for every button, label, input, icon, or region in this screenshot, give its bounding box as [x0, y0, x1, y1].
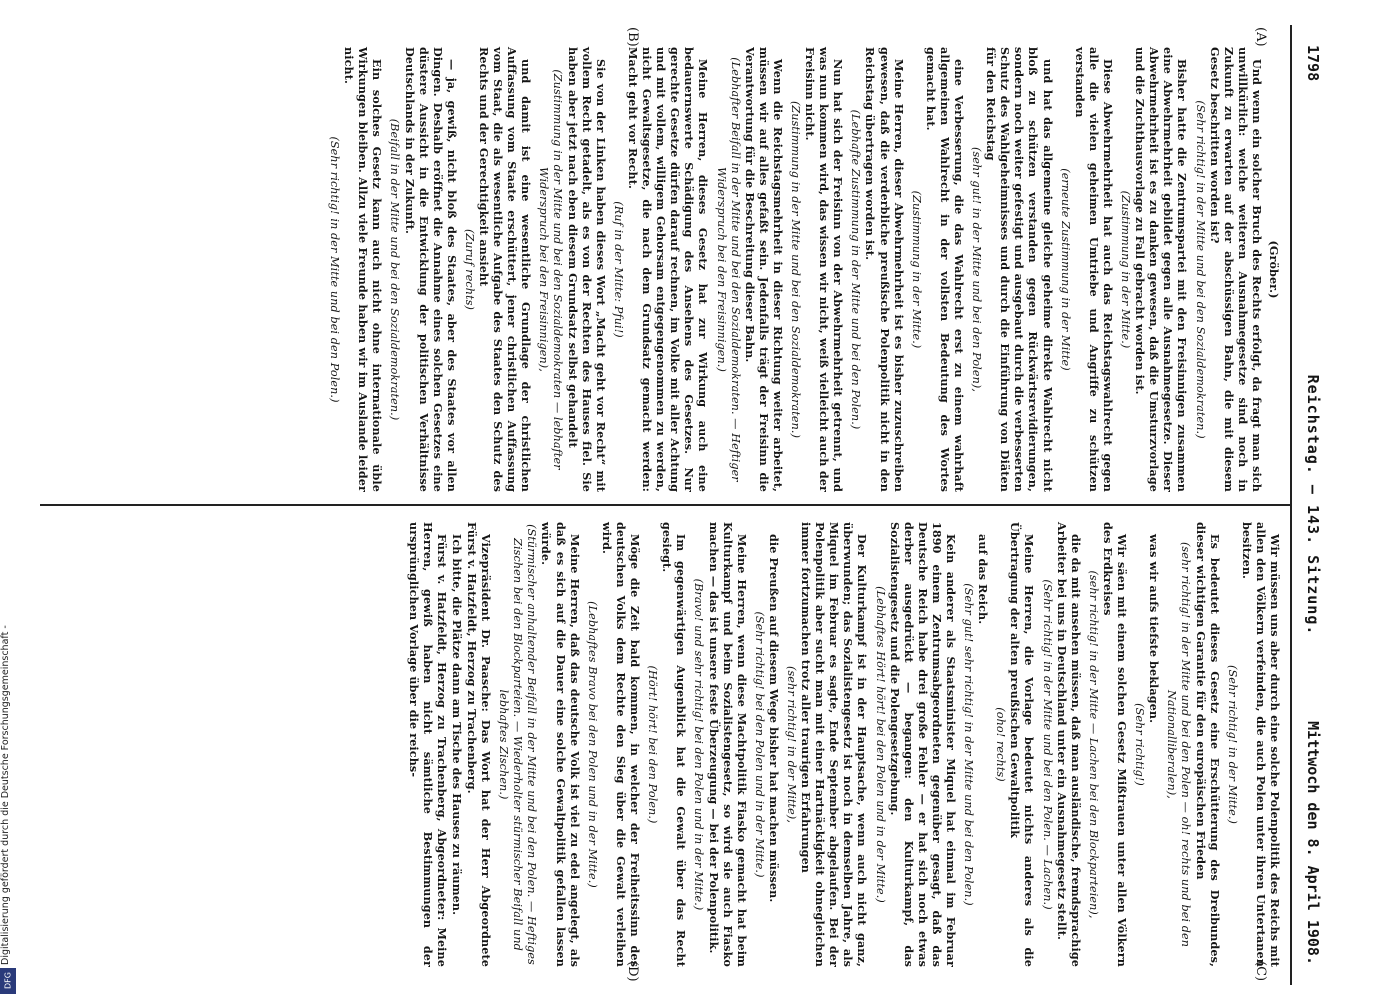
paragraph: eine Verbesserung, die das Wahlrecht erst zu einem wahrhaft allgemeinen Wahlrecht in der vollsten Bedeutung des Wortes gemacht hat. — [923, 47, 967, 492]
paragraph: Ich bitte, die Plätze dann am Tische des Hauses zu räumen. — [449, 534, 464, 916]
paragraph: Der Kulturkampf ist in der Hauptsache, wenn auch nicht ganz, überwunden; das Sozialistengesetz ist noch in demselben Jahre, als Miquel im Februar es sagte, Ende September abgelaufen. Bei der Polenpolitik aber sucht man mit einer Hartnäckigkeit ohnegleichen immer fortzumachen trotz aller traurigen Erfahrungen — [799, 522, 870, 967]
paragraph: Meine Herren, die Vorlage bedeutet nichts anderes als die Übertragung der alten preußischen Gewaltpolitik — [1008, 522, 1037, 967]
running-title: Reichstag. — 143. Sitzung. — [1304, 374, 1322, 636]
interjection: (Zustimmung in der Mitte und bei den Sozialdemokraten.) — [789, 100, 802, 439]
interjection: (sehr richtig! in der Mitte — Lachen bei den Blockparteien), — [1086, 570, 1100, 919]
paragraph: die da mit ansehen müssen, daß man ausländische, fremdsprachige Arbeiter bei uns in Deutschland unter ein Ausnahmegesetz stellt. — [1054, 522, 1083, 967]
interjection: (Lebhafte Zustimmung in der Mitte und bei den Polen.) — [849, 109, 863, 430]
interjection: (Zuruf rechts) — [462, 228, 476, 311]
paragraph: Im gegenwärtigen Augenblick hat die Gewalt über das Recht gesiegt. — [660, 522, 689, 967]
interjection: (Zustimmung in der Mitte und bei den Sozialdemokraten — lebhafter Widerspruch bei den Freisinnigen), — [537, 69, 565, 470]
margin-marker-a: (A) — [1253, 27, 1268, 47]
paragraph: Wir säen mit einem solchen Gesetz Mißtrauen unter allen Völkern des Erdkreises — [1100, 522, 1130, 967]
interjection: (Sehr richtig!) — [1133, 703, 1147, 786]
interjection: (Sehr richtig! bei den Polen und in der Mitte.) — [752, 611, 766, 878]
interjection: (Lebhafter Beifall in der Mitte und bei den Sozialdemokraten. — Heftiger Widerspruch bei den Freisinnigen.) — [714, 57, 742, 482]
paragraph: Meine Herren, wenn diese Machtpolitik Fiasko gemacht hat beim Kulturkampf und beim Sozialistengesetz, so wird sie auch Fiasko machen — das ist unsere feste Überzeugung — bei der Polenpolitik. — [706, 522, 749, 967]
interjection: (Hört! hört! bei den Polen.) — [646, 665, 660, 824]
interjection: (Zustimmung in der Mitte.) — [909, 190, 923, 349]
paragraph: Diese Abwehrmehrheit hat auch das Reichstagswahlrecht gegen alle die vielen geheimen Umtriebe und Angriffe zu schützen verstanden — [1072, 47, 1115, 492]
margin-marker-b: (B) — [625, 27, 640, 47]
interjection: (Stürmischer anhaltender Beifall in der Mitte und bei den Polen. — Heftiges Zischen bei den Blockparteien. — Wiederholter stürmischer Beifall und lebhaftes Zischen.) — [497, 524, 539, 965]
page-number: 1798 — [1304, 45, 1322, 82]
interjection: (Bravo! und sehr richtig! bei den Polen und in der Mitte.) — [692, 578, 706, 911]
interjection: (sehr gut! in der Mitte und bei den Polen), — [970, 147, 984, 392]
interjection: (Sehr richtig! in der Mitte und bei den Polen. — Lachen.) — [1040, 579, 1054, 910]
header-rule — [1290, 25, 1292, 985]
margin-marker-d: (D) — [625, 961, 640, 982]
paragraph: Meine Herren, daß das deutsche Volk ist viel zu edel angelegt, als daß es sich auf die Dauer eine solche Gewaltpolitik gefallen lassen würde. — [539, 522, 582, 967]
right-column — [406, 522, 1282, 967]
paragraph: Es bedeutet dieses Gesetz eine Erschütterung des Dreibundes, dieser wichtigen Garantie für den europäischen Frieden — [1193, 522, 1222, 967]
paragraph: Nun hat sich der Freisinn von der Abwehrmehrheit getrennt, und was nun kommen wird, das wissen wir nicht, weiß vielleicht auch der Freisinn nicht. — [803, 47, 846, 492]
paragraph: Meine Herren, dieses Gesetz hat zur Wirkung auch eine bedauernswerte Schädigung des Ansehens des Gesetzes. Nur gerechte Gesetze dürfen darauf rechnen, im Volke mit aller Achtung und mit vollem, willigem Gehorsam entgegengenommen zu werden, nicht Gewaltsgesetze, die nach dem Grundsatz gemacht werden: Macht geht vor Recht. — [625, 47, 711, 492]
paragraph: auf das Reich. — [976, 534, 991, 625]
interjection: (oho! rechts) — [994, 707, 1008, 782]
left-column — [324, 47, 1282, 492]
interjection: (erneute Zustimmung in der Mitte) — [1058, 168, 1072, 371]
speaker-paragraph: Fürst v. Hatzfeldt, Herzog zu Trachenberg, Abgeordneter: Meine Herren, gewiß haben nicht sämtliche Bestimmungen der ursprünglichen Vorlage über die reichs- — [406, 522, 449, 967]
interjection: (Beifall in der Mitte und bei den Sozialdemokraten.) — [388, 118, 402, 421]
paragraph: Bisher hatte die Zentrumspartei mit den Freisinnigen zusammen eine Abwehrmehrheit gebildet gegen alle Ausnahmegesetze. Dieser Abwehrmehrheit ist es zu danken gewesen, daß die Umsturzvorlage und die Zuchthausvorlage zu Fall gebracht worden ist. — [1133, 47, 1190, 492]
speaker-paragraph: Vizepräsident Dr. Paasche: Das Wort hat der Herr Abgeordnete Fürst v. Hatzfeldt, Herzog zu Trachenberg. — [465, 522, 494, 967]
interjection: (Sehr richtig! in der Mitte und bei den Sozialdemokraten.) — [1193, 100, 1207, 439]
margin-marker-c: (C) — [1253, 961, 1268, 982]
interjection: (Lebhaftes Bravo bei den Polen und in der Mitte.) — [585, 601, 599, 888]
interjection: (Sehr richtig! in der Mitte und bei den Polen.) — [328, 136, 342, 403]
paragraph: Möge die Zeit bald kommen, in welcher der Freiheitssinn des deutschen Volks dem Rechte den Sieg über die Gewalt verleihen wird. — [599, 522, 643, 967]
paragraph: Wenn die Reichstagsmehrheit in dieser Richtung weiter arbeitet, müssen wir auf alles gefaßt sein. Jedenfalls trägt der Freisinn die Verantwortung für die Beschreitung dieser Bahn. — [742, 47, 785, 492]
paragraph: Meine Herren, dieser Abwehrmehrheit ist es bisher zuzuschreiben gewesen, daß die verderbliche preußische Polenpolitik nicht in den Reichstag übertragen worden ist. — [863, 47, 906, 492]
session-date: Mittwoch den 8. April 1908. — [1304, 721, 1322, 965]
digitization-note: Digitalisierung gefördert durch die Deutsche Forschungsgemeinschaft - — [0, 625, 11, 965]
speaker-label: (Gröber.) — [1267, 240, 1281, 299]
interjection: (Sehr richtig! in der Mitte.) — [1225, 665, 1239, 824]
paragraph: Kein anderer als Staatsminister Miquel hat einmal im Februar 1890 einem Zentrumsabgeordneten gegenüber gesagt, daß das Deutsche Reich habe drei große Fehler — er hat sich noch etwas derber ausgedrückt — begangen: den Kulturkampf, das Sozialistengesetz und die Polengesetzgebung. — [887, 522, 959, 967]
interjection: (Sehr gut! sehr richtig! in der Mitte und bei den Polen.) — [962, 583, 976, 906]
paragraph: was wir aufs tiefste beklagen. — [1147, 534, 1162, 724]
paragraph: Und wenn ein solcher Bruch des Rechts erfolgt, da fragt man sich unwillkürlich: welche weiteren Ausnahmegesetze sind noch in Zukunft zu erwarten auf der abschüssigen Bahn, die mit diesem Gesetz beschritten worden ist? — [1207, 47, 1264, 492]
interjection: (Ruf in der Mitte: Pfui!) — [611, 201, 625, 338]
paragraph: Ein solches Gesetz kann auch nicht ohne internationale üble Wirkungen bleiben. Allzu viele Freunde haben wir im Auslande leider nicht. — [342, 47, 385, 492]
paragraph: und damit ist eine wesentliche Grundlage der christlichen Auffassung vom Staate erschüttert, jener christlichen Auffassung vom Staat, die als wesentliche Aufgabe des Staates den Schutz des Rechts und der Gerechtigkeit ansieht — [477, 47, 534, 492]
interjection: (Lebhaftes Hört! hört! bei den Polen und in der Mitte.) — [873, 586, 887, 903]
paragraph: Wir müssen uns aber durch eine solche Polenpolitik des Reichs mit allen den Völkern verfeinden, die auch Polen unter ihren Untertanen besitzen. — [1239, 522, 1282, 967]
paragraph: — ja, gewiß, nicht bloß des Staates, aber des Staates vor allen Dingen. Deshalb eröffnet die Annahme eines solchen Gesetzes eine düstere Aussicht in die Entwicklung der politischen Verhältnisse Deutschlands in der Zukunft. — [402, 47, 459, 492]
paragraph: und hat das allgemeine gleiche geheime direkte Wahlrecht nicht bloß zu schützen verstanden gegen Rückwärtsrevidierungen, sondern noch weiter gefestigt und ausgebaut durch die verbesserten Schutz des Wahlgeheimnisses und durch die Einführung von Diäten für den Reichstag — [984, 47, 1055, 492]
page-header — [1290, 25, 1330, 985]
paragraph: die Preußen auf diesem Wege bisher hat machen müssen. — [766, 534, 781, 903]
interjection: (Zustimmung in der Mitte.) — [1119, 190, 1133, 349]
dfg-logo: DFG — [0, 968, 16, 994]
paragraph: Sie von der Linken haben dieses Wort „Macht geht vor Recht“ mit vollem Recht getadelt, als es von der Rechten des Hauses fiel. Sie haben aber jetzt nach eben diesem Grundsatz selbst gehandelt — [565, 47, 608, 492]
column-divider — [40, 504, 1290, 506]
interjection: (sehr richtig! in der Mitte und bei den Polen — oh! rechts und bei den Nationalliberalen), — [1165, 541, 1193, 948]
interjection: (sehr richtig! in der Mitte), — [785, 665, 798, 823]
document-page — [40, 25, 1330, 985]
